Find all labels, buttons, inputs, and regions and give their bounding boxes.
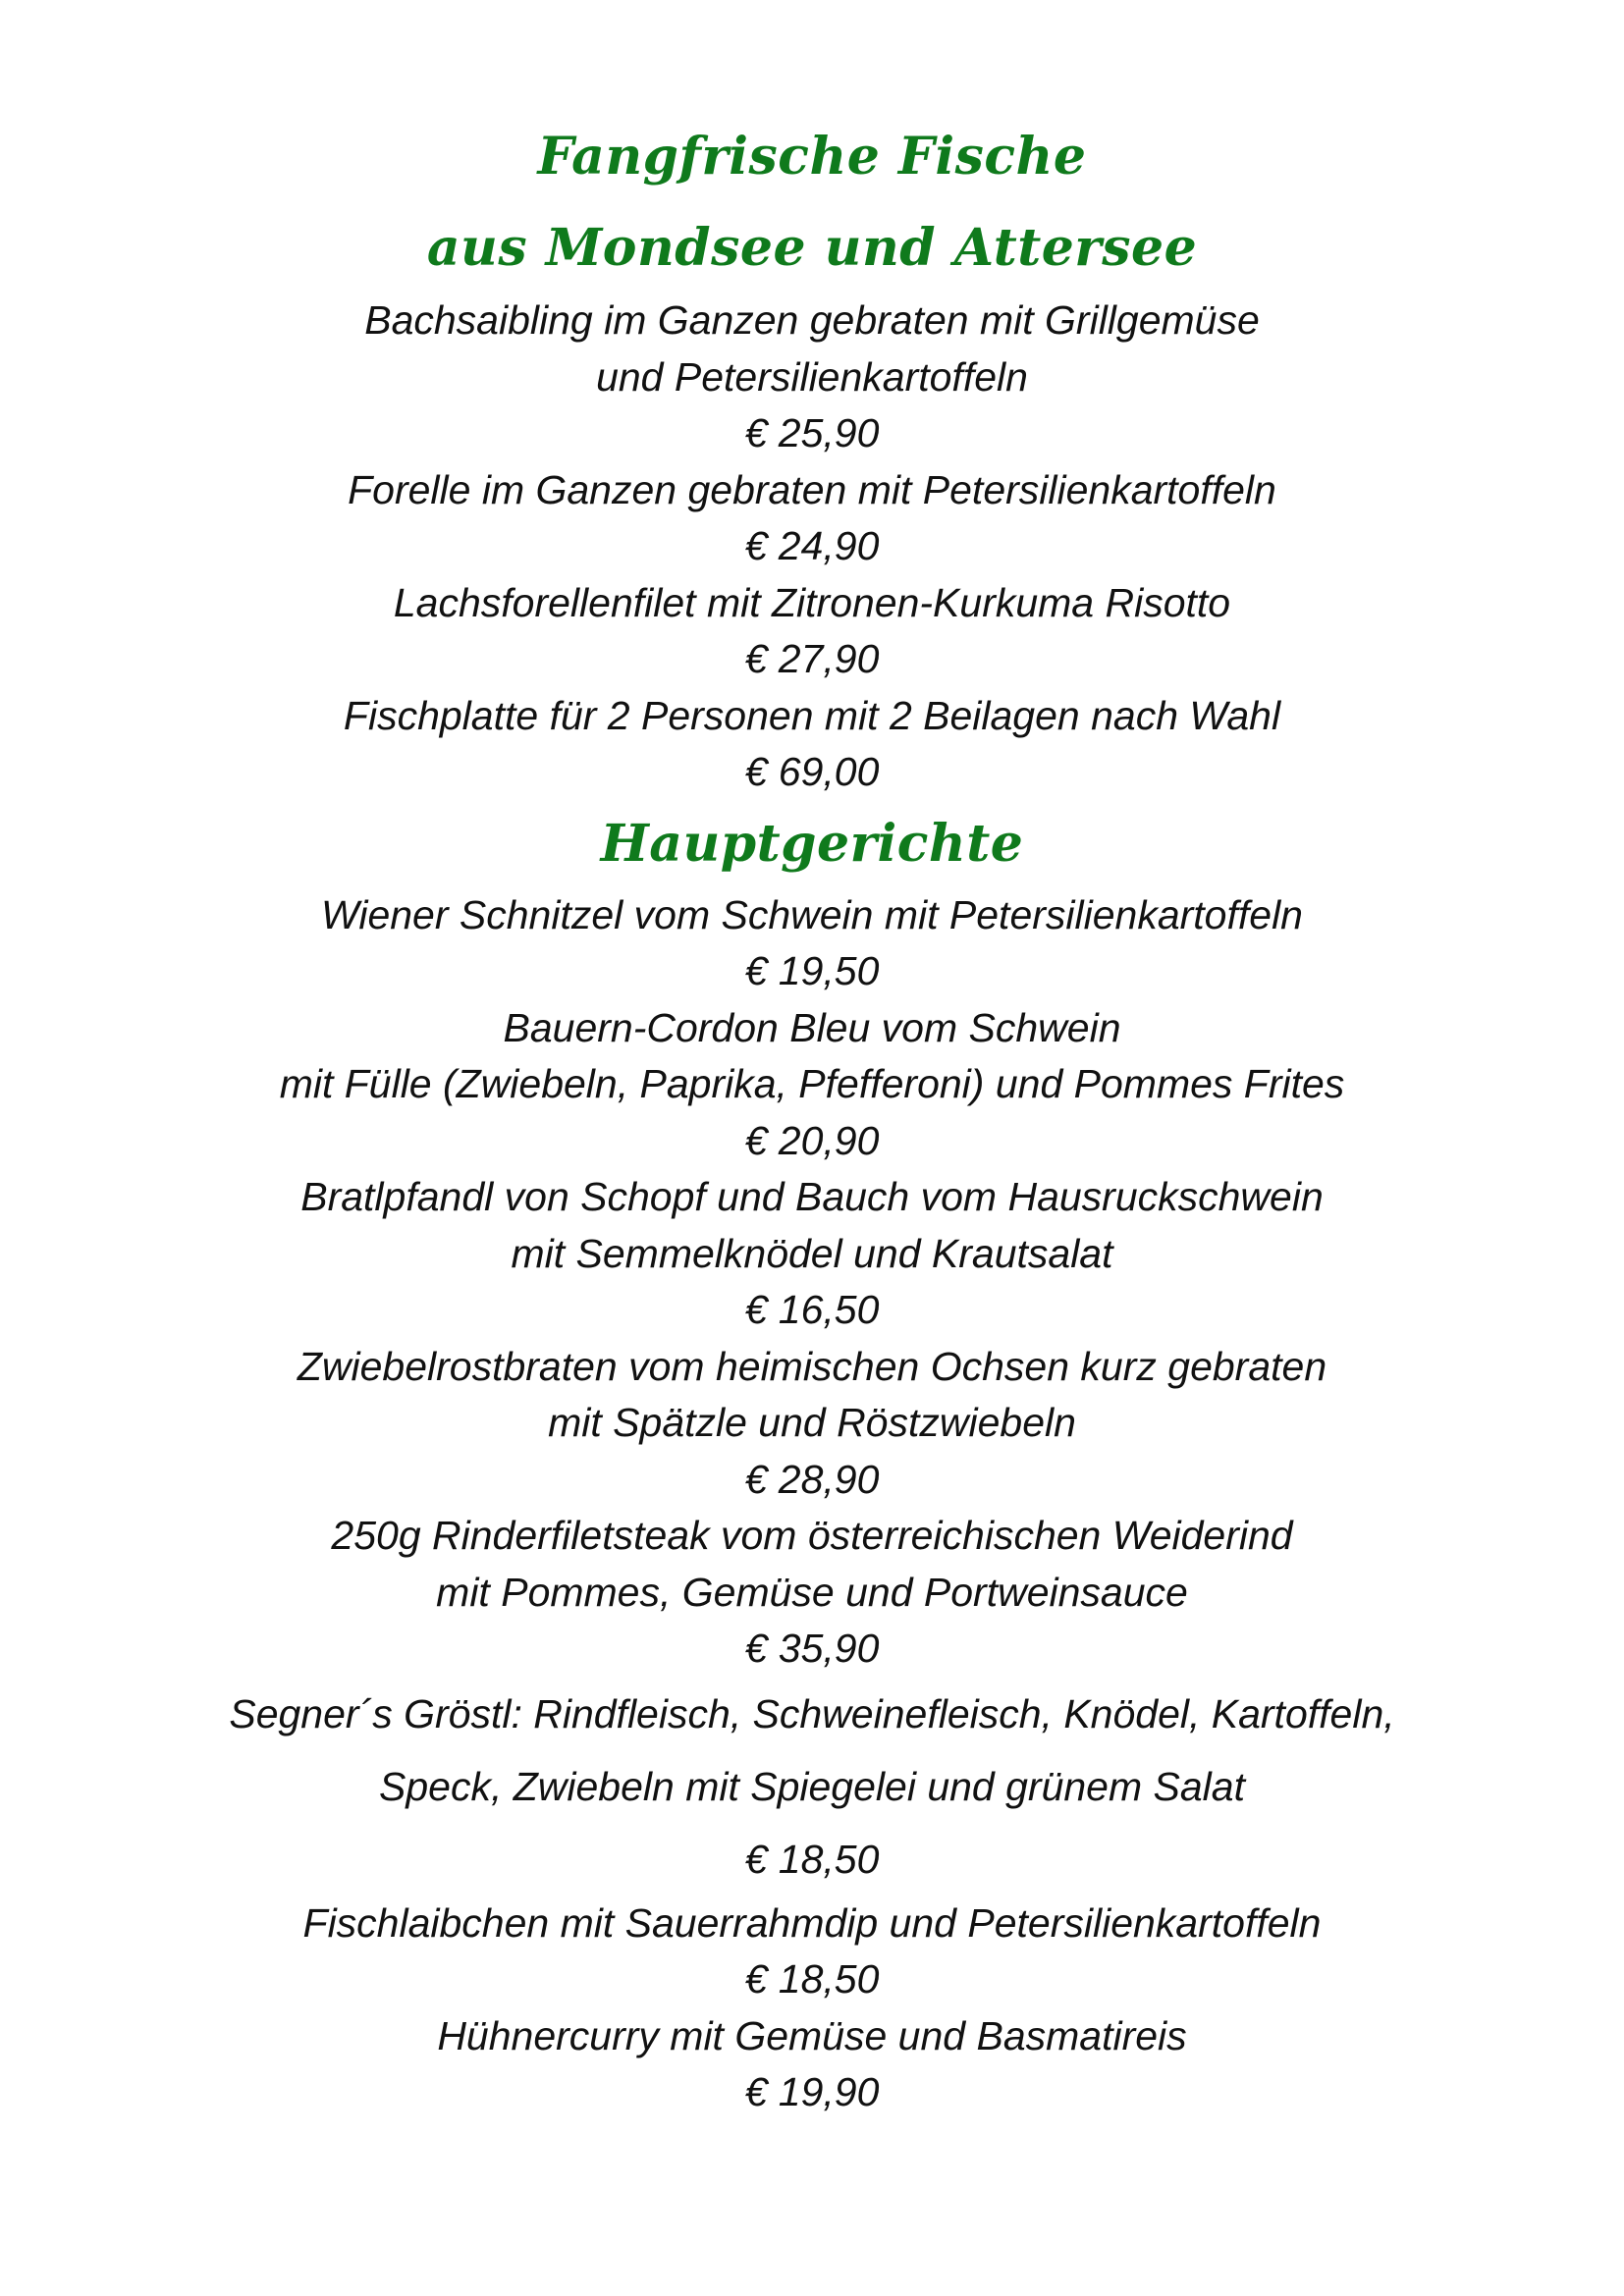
menu-content xyxy=(0,110,1624,2121)
dish-price: € 25,90 xyxy=(744,410,880,455)
menu-item xyxy=(0,1169,1624,1339)
menu-item xyxy=(0,575,1624,688)
menu-item xyxy=(0,1678,1624,1896)
menu-item xyxy=(0,1896,1624,2008)
dish-description: Wiener Schnitzel vom Schwein mit Petersilienkartoffeln xyxy=(321,891,1303,937)
dish-price: € 24,90 xyxy=(744,523,880,568)
menu-item xyxy=(0,293,1624,462)
dish-description: Fischlaibchen mit Sauerrahmdip und Petersilienkartoffeln xyxy=(302,1899,1322,1946)
dish-description: Segner´s Gröstl: Rindfleisch, Schweinefleisch, Knödel, Kartoffeln, xyxy=(229,1690,1395,1736)
dish-description: mit Spätzle und Röstzwiebeln xyxy=(548,1400,1076,1445)
dish-description: Zwiebelrostbraten vom heimischen Ochsen kurz gebraten xyxy=(297,1343,1327,1389)
menu-item xyxy=(0,462,1624,575)
dish-description: Speck, Zwiebeln mit Spiegelei und grünem Salat xyxy=(379,1763,1245,1809)
dish-price: € 27,90 xyxy=(744,636,880,681)
dish-description: Bauern-Cordon Bleu vom Schwein xyxy=(503,1004,1121,1050)
menu-item xyxy=(0,1339,1624,1509)
dish-price: € 69,00 xyxy=(744,749,880,794)
dish-description: Fischplatte für 2 Personen mit 2 Beilagen nach Wahl xyxy=(343,692,1281,738)
dish-description: 250g Rinderfiletsteak vom österreichischen Weiderind xyxy=(331,1513,1293,1558)
menu-item xyxy=(0,1000,1624,1170)
dish-description: mit Pommes, Gemüse und Portweinsauce xyxy=(436,1569,1188,1615)
dish-description: mit Fülle (Zwiebeln, Paprika, Pfefferoni) und Pommes Frites xyxy=(279,1061,1345,1106)
menu-item xyxy=(0,688,1624,801)
dish-price: € 19,50 xyxy=(744,948,880,993)
dish-price: € 35,90 xyxy=(744,1626,880,1671)
dish-price: € 18,50 xyxy=(744,1956,880,2002)
menu-item xyxy=(0,2008,1624,2121)
dish-description: mit Semmelknödel und Krautsalat xyxy=(511,1230,1113,1276)
menu-item xyxy=(0,887,1624,1000)
section-fish-title-line2: aus Mondsee und Attersee xyxy=(426,218,1198,278)
dish-description: Hühnercurry mit Gemüse und Basmatireis xyxy=(437,2012,1187,2058)
dish-price: € 16,50 xyxy=(744,1287,880,1332)
section-main xyxy=(0,801,1624,2121)
dish-description: Lachsforellenfilet mit Zitronen-Kurkuma Risotto xyxy=(393,579,1231,625)
section-fish xyxy=(0,110,1624,801)
section-fish-heading xyxy=(0,110,1624,293)
dish-price: € 28,90 xyxy=(744,1456,880,1502)
dish-price: € 18,50 xyxy=(744,1836,880,1882)
dish-description: und Petersilienkartoffeln xyxy=(596,353,1028,400)
dish-price: € 19,90 xyxy=(744,2069,880,2114)
dish-description: Bratlpfandl von Schopf und Bauch vom Hausruckschwein xyxy=(300,1174,1324,1219)
menu-item xyxy=(0,1508,1624,1678)
section-main-heading: Hauptgerichte xyxy=(600,813,1024,874)
section-fish-title-line1: Fangfrische Fische xyxy=(537,127,1087,187)
dish-description: Forelle im Ganzen gebraten mit Petersilienkartoffeln xyxy=(348,466,1276,512)
dish-description: Bachsaibling im Ganzen gebraten mit Grillgemüse xyxy=(364,297,1260,343)
dish-price: € 20,90 xyxy=(744,1117,880,1163)
